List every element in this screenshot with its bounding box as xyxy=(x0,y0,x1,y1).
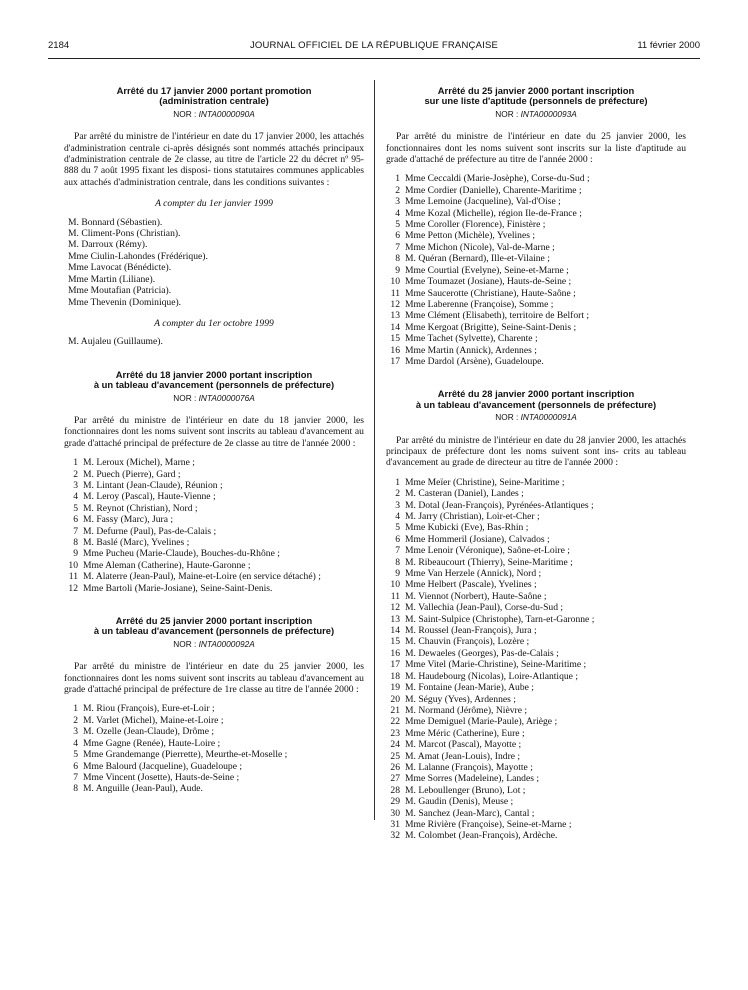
right-column xyxy=(386,86,686,842)
list-item: 19 M. Fontaine (Jean-Marie), Aube ; xyxy=(390,682,534,694)
list-item: 16 M. Dewaeles (Georges), Pas-de-Calais ; xyxy=(390,647,559,659)
list-item: 9 Mme Pucheu (Marie-Claude), Bouches-du-Rhône ; xyxy=(73,548,280,560)
list-item: Mme Martin (Liliane). xyxy=(68,273,156,285)
list-item: 2 Mme Cordier (Danielle), Charente-Maritime ; xyxy=(395,184,582,196)
list-item: 18 M. Haudebourg (Nicolas), Loire-Atlantique ; xyxy=(390,670,578,682)
list-item: 3 Mme Lemoine (Jacqueline), Val-d'Oise ; xyxy=(395,196,561,208)
list-item: 21 M. Normand (Jérôme), Nièvre ; xyxy=(390,704,528,716)
list-item: 5 Mme Grandemange (Pierrette), Meurthe-et-Moselle ; xyxy=(73,749,288,761)
list-item: 25 M. Amat (Jean-Louis), Indre ; xyxy=(390,750,521,762)
list-item: 5 Mme Kubicki (Eve), Bas-Rhin ; xyxy=(395,522,529,534)
list-item: 8 M. Baslé (Marc), Yvelines ; xyxy=(73,537,190,548)
list-item: 8 M. Anguille (Jean-Paul), Aude. xyxy=(73,783,203,795)
section-intro: Par arrêté du ministre de l'intérieur en date du 25 janvier 2000, les fonctionnaires dont les noms suivent sont inscrits sur la liste d'aptitude au grade d'attaché de préfecture au titre de l'année 2000 : xyxy=(386,131,686,166)
decree-section xyxy=(64,86,364,348)
list-item: Mme Moutafian (Patricia). xyxy=(68,285,172,297)
list-item: 7 M. Defurne (Paul), Pas-de-Calais ; xyxy=(73,525,217,537)
section-title: Arrêté du 17 janvier 2000 portant promotion (administration centrale) xyxy=(116,85,312,107)
list-item: 6 M. Fassy (Marc), Jura ; xyxy=(73,514,174,526)
list-item: 9 Mme Van Herzele (Annick), Nord ; xyxy=(395,568,542,580)
nor-reference: NOR : INTA0000092A xyxy=(173,638,255,649)
list-item: 2 M. Varlet (Michel), Maine-et-Loire ; xyxy=(73,714,224,726)
list-item: 17 Mme Vitel (Marie-Christine), Seine-Maritime ; xyxy=(390,659,587,671)
list-item: 29 M. Gaudin (Denis), Meuse ; xyxy=(390,796,514,808)
decree-section xyxy=(64,616,364,795)
list-item: 13 Mme Clément (Elisabeth), territoire de Belfort ; xyxy=(390,310,590,322)
decree-section xyxy=(386,389,686,841)
list-item: 8 M. Quéran (Bernard), Ille-et-Vilaine ; xyxy=(395,253,550,265)
column-divider xyxy=(374,80,375,820)
list-item: Mme Lavocat (Bénédicte). xyxy=(68,262,172,274)
list-item: 4 M. Jarry (Christian), Loir-et-Cher ; xyxy=(395,511,540,522)
list-item: 31 Mme Rivière (Françoise), Seine-et-Marne ; xyxy=(390,818,572,830)
list-item: 6 Mme Hommeril (Josiane), Calvados ; xyxy=(395,533,550,545)
list-item: 4 Mme Kozal (Michelle), région Ile-de-France ; xyxy=(395,207,582,219)
list-item: 1 Mme Ceccaldi (Marie-Josèphe), Corse-du-Sud ; xyxy=(395,173,590,185)
effective-date-heading: A compter du 1er octobre 1999 xyxy=(154,317,274,329)
effective-date-heading: A compter du 1er janvier 1999 xyxy=(155,198,273,210)
section-title: Arrêté du 25 janvier 2000 portant inscription à un tableau d'avancement (personnels de préfecture) xyxy=(93,615,335,637)
list-item: 1 M. Riou (François), Eure-et-Loir ; xyxy=(73,703,215,715)
numbered-list xyxy=(386,477,686,842)
section-title: Arrêté du 25 janvier 2000 portant inscription sur une liste d'aptitude (personnels de préfecture) xyxy=(424,85,648,107)
list-item: 27 Mme Sorres (Madeleine), Landes ; xyxy=(390,773,540,785)
list-item: 11 M. Viennot (Norbert), Haute-Saône ; xyxy=(390,590,547,602)
list-item: 3 M. Lintant (Jean-Claude), Réunion ; xyxy=(73,479,223,491)
list-item: 7 Mme Vincent (Josette), Hauts-de-Seine ; xyxy=(73,771,240,783)
section-intro: Par arrêté du ministre de l'intérieur en date du 18 janvier 2000, les fonctionnaires dont les noms suivent sont inscrits au tableau d'avancement au grade d'attaché principal de préfecture de 2e classe au titre de l'année 2000 : xyxy=(64,414,364,449)
list-item: 15 Mme Tachet (Sylvette), Charente ; xyxy=(390,333,538,345)
list-item: 14 Mme Kergoat (Brigitte), Seine-Saint-Denis ; xyxy=(390,321,577,333)
section-intro: Par arrêté du ministre de l'intérieur en date du 28 janvier 2000, les attachés principaux de préfecture dont les noms suivent sont ins- crits au tableau d'avancement au grade de directeur au titre de l'année 2000 : xyxy=(386,434,686,469)
list-item: 20 M. Séguy (Yves), Ardennes ; xyxy=(390,693,516,705)
list-item: Mme Ciulin-Lahondes (Frédérique). xyxy=(68,250,208,262)
list-item: 12 M. Vallechia (Jean-Paul), Corse-du-Sud ; xyxy=(390,602,564,614)
list-item: 16 Mme Martin (Annick), Ardennes ; xyxy=(390,344,537,356)
list-item: M. Aujaleu (Guillaume). xyxy=(68,336,163,348)
list-item: 14 M. Roussel (Jean-François), Jura ; xyxy=(390,625,537,637)
list-item: 7 Mme Michon (Nicole), Val-de-Marne ; xyxy=(395,241,555,253)
list-item: M. Darroux (Rémy). xyxy=(68,239,148,251)
list-item: 11 M. Alaterre (Jean-Paul), Maine-et-Loire (en service détaché) ; xyxy=(68,571,321,583)
list-item: 1 Mme Meïer (Christine), Seine-Maritime ; xyxy=(395,476,565,488)
list-item: 6 Mme Petton (Michèle), Yvelines ; xyxy=(395,230,536,242)
list-item: 11 Mme Saucerotte (Christiane), Haute-Saône ; xyxy=(390,287,576,299)
page-number: 2184 xyxy=(48,40,70,51)
list-item: 2 M. Casteran (Daniel), Landes ; xyxy=(395,488,524,500)
list-item: 24 M. Marcot (Pascal), Mayotte ; xyxy=(390,739,522,751)
list-item: 1 M. Leroux (Michel), Marne ; xyxy=(73,457,195,469)
list-item: 4 Mme Gagne (Renée), Haute-Loire ; xyxy=(73,737,221,749)
nor-reference: NOR : INTA0000091A xyxy=(495,412,577,423)
list-item: 12 Mme Laberenne (Françoise), Somme ; xyxy=(390,298,554,310)
list-item: 28 M. Leboullenger (Bruno), Lot ; xyxy=(390,784,526,796)
list-item: 10 Mme Toumazet (Josiane), Hauts-de-Seine ; xyxy=(390,276,572,288)
list-item: 3 M. Dotal (Jean-François), Pyrénées-Atlantiques ; xyxy=(395,499,594,511)
list-item: 22 Mme Demiguel (Marie-Paule), Ariège ; xyxy=(390,716,558,728)
list-item: 15 M. Chauvin (François), Lozère ; xyxy=(390,636,530,648)
list-item: 5 Mme Coroller (Florence), Finistère ; xyxy=(395,219,546,231)
issue-date: 11 février 2000 xyxy=(637,40,700,51)
list-item: 3 M. Ozelle (Jean-Claude), Drôme ; xyxy=(73,726,215,738)
list-item: 6 Mme Balourd (Jacqueline), Guadeloupe ; xyxy=(73,760,243,772)
section-intro: Par arrêté du ministre de l'intérieur en date du 25 janvier 2000, les fonctionnaires dont les noms suivent sont inscrits au tableau d'avancement au grade d'attaché principal de préfecture de 1re classe au titre de l'année 2000 : xyxy=(64,661,364,696)
list-item: M. Climent-Pons (Christian). xyxy=(68,228,181,240)
list-item: 26 M. Lalanne (François), Mayotte ; xyxy=(390,761,533,773)
section-title: Arrêté du 28 janvier 2000 portant inscription à un tableau d'avancement (personnels de préfecture) xyxy=(415,388,657,410)
list-item: 30 M. Sanchez (Jean-Marc), Cantal ; xyxy=(390,807,535,819)
page-header xyxy=(48,40,700,54)
left-column xyxy=(64,86,364,795)
list-item: 23 Mme Méric (Catherine), Eure ; xyxy=(390,727,525,739)
section-intro: Par arrêté du ministre de l'intérieur en date du 17 janvier 2000, les attachés d'administration centrale ci-après désignés sont nommés attachés principaux d'administration centrale de 2e classe, au titre de l'article 22 du décret nº 95-888 du 7 août 1995 fixant les disposi- tions statutaires communes applicables aux attachés d'administration centrale, dans les conditions suivantes : xyxy=(64,131,364,188)
numbered-list xyxy=(64,703,364,794)
list-item: 4 M. Leroy (Pascal), Haute-Vienne ; xyxy=(73,491,216,503)
header-rule xyxy=(48,58,700,59)
list-item: 8 M. Ribeaucourt (Thierry), Seine-Maritime ; xyxy=(395,556,573,568)
list-item: 13 M. Saint-Sulpice (Christophe), Tarn-et-Garonne ; xyxy=(390,613,595,625)
list-item: 9 Mme Courtial (Evelyne), Seine-et-Marne ; xyxy=(395,264,569,276)
list-item: 7 Mme Lenoir (Véronique), Saône-et-Loire ; xyxy=(395,545,570,557)
list-item: 32 M. Colombet (Jean-François), Ardèche. xyxy=(390,830,558,842)
decree-section xyxy=(64,370,364,594)
list-item: Mme Thevenin (Dominique). xyxy=(68,296,182,308)
nor-reference: NOR : INTA0000090A xyxy=(173,108,255,119)
numbered-list xyxy=(386,173,686,367)
list-item: 10 Mme Helbert (Pascale), Yvelines ; xyxy=(390,579,537,591)
list-item: 17 Mme Dardol (Arsène), Guadeloupe. xyxy=(390,355,544,367)
nor-reference: NOR : INTA0000093A xyxy=(495,108,577,119)
list-item: 12 Mme Bartoli (Marie-Josiane), Seine-Saint-Denis. xyxy=(68,582,273,594)
decree-section xyxy=(386,86,686,367)
list-item: 2 M. Puech (Pierre), Gard ; xyxy=(73,468,181,480)
section-title: Arrêté du 18 janvier 2000 portant inscription à un tableau d'avancement (personnels de préfecture) xyxy=(93,368,335,391)
list-item: M. Bonnard (Sébastien). xyxy=(68,216,163,228)
journal-title: JOURNAL OFFICIEL DE LA RÉPUBLIQUE FRANÇAISE xyxy=(249,40,499,51)
list-item: 5 M. Reynot (Christian), Nord ; xyxy=(73,502,198,514)
nor-reference: NOR : INTA0000076A xyxy=(173,392,255,403)
list-item: 10 Mme Aleman (Catherine), Haute-Garonne ; xyxy=(68,559,251,571)
numbered-list xyxy=(64,457,364,594)
